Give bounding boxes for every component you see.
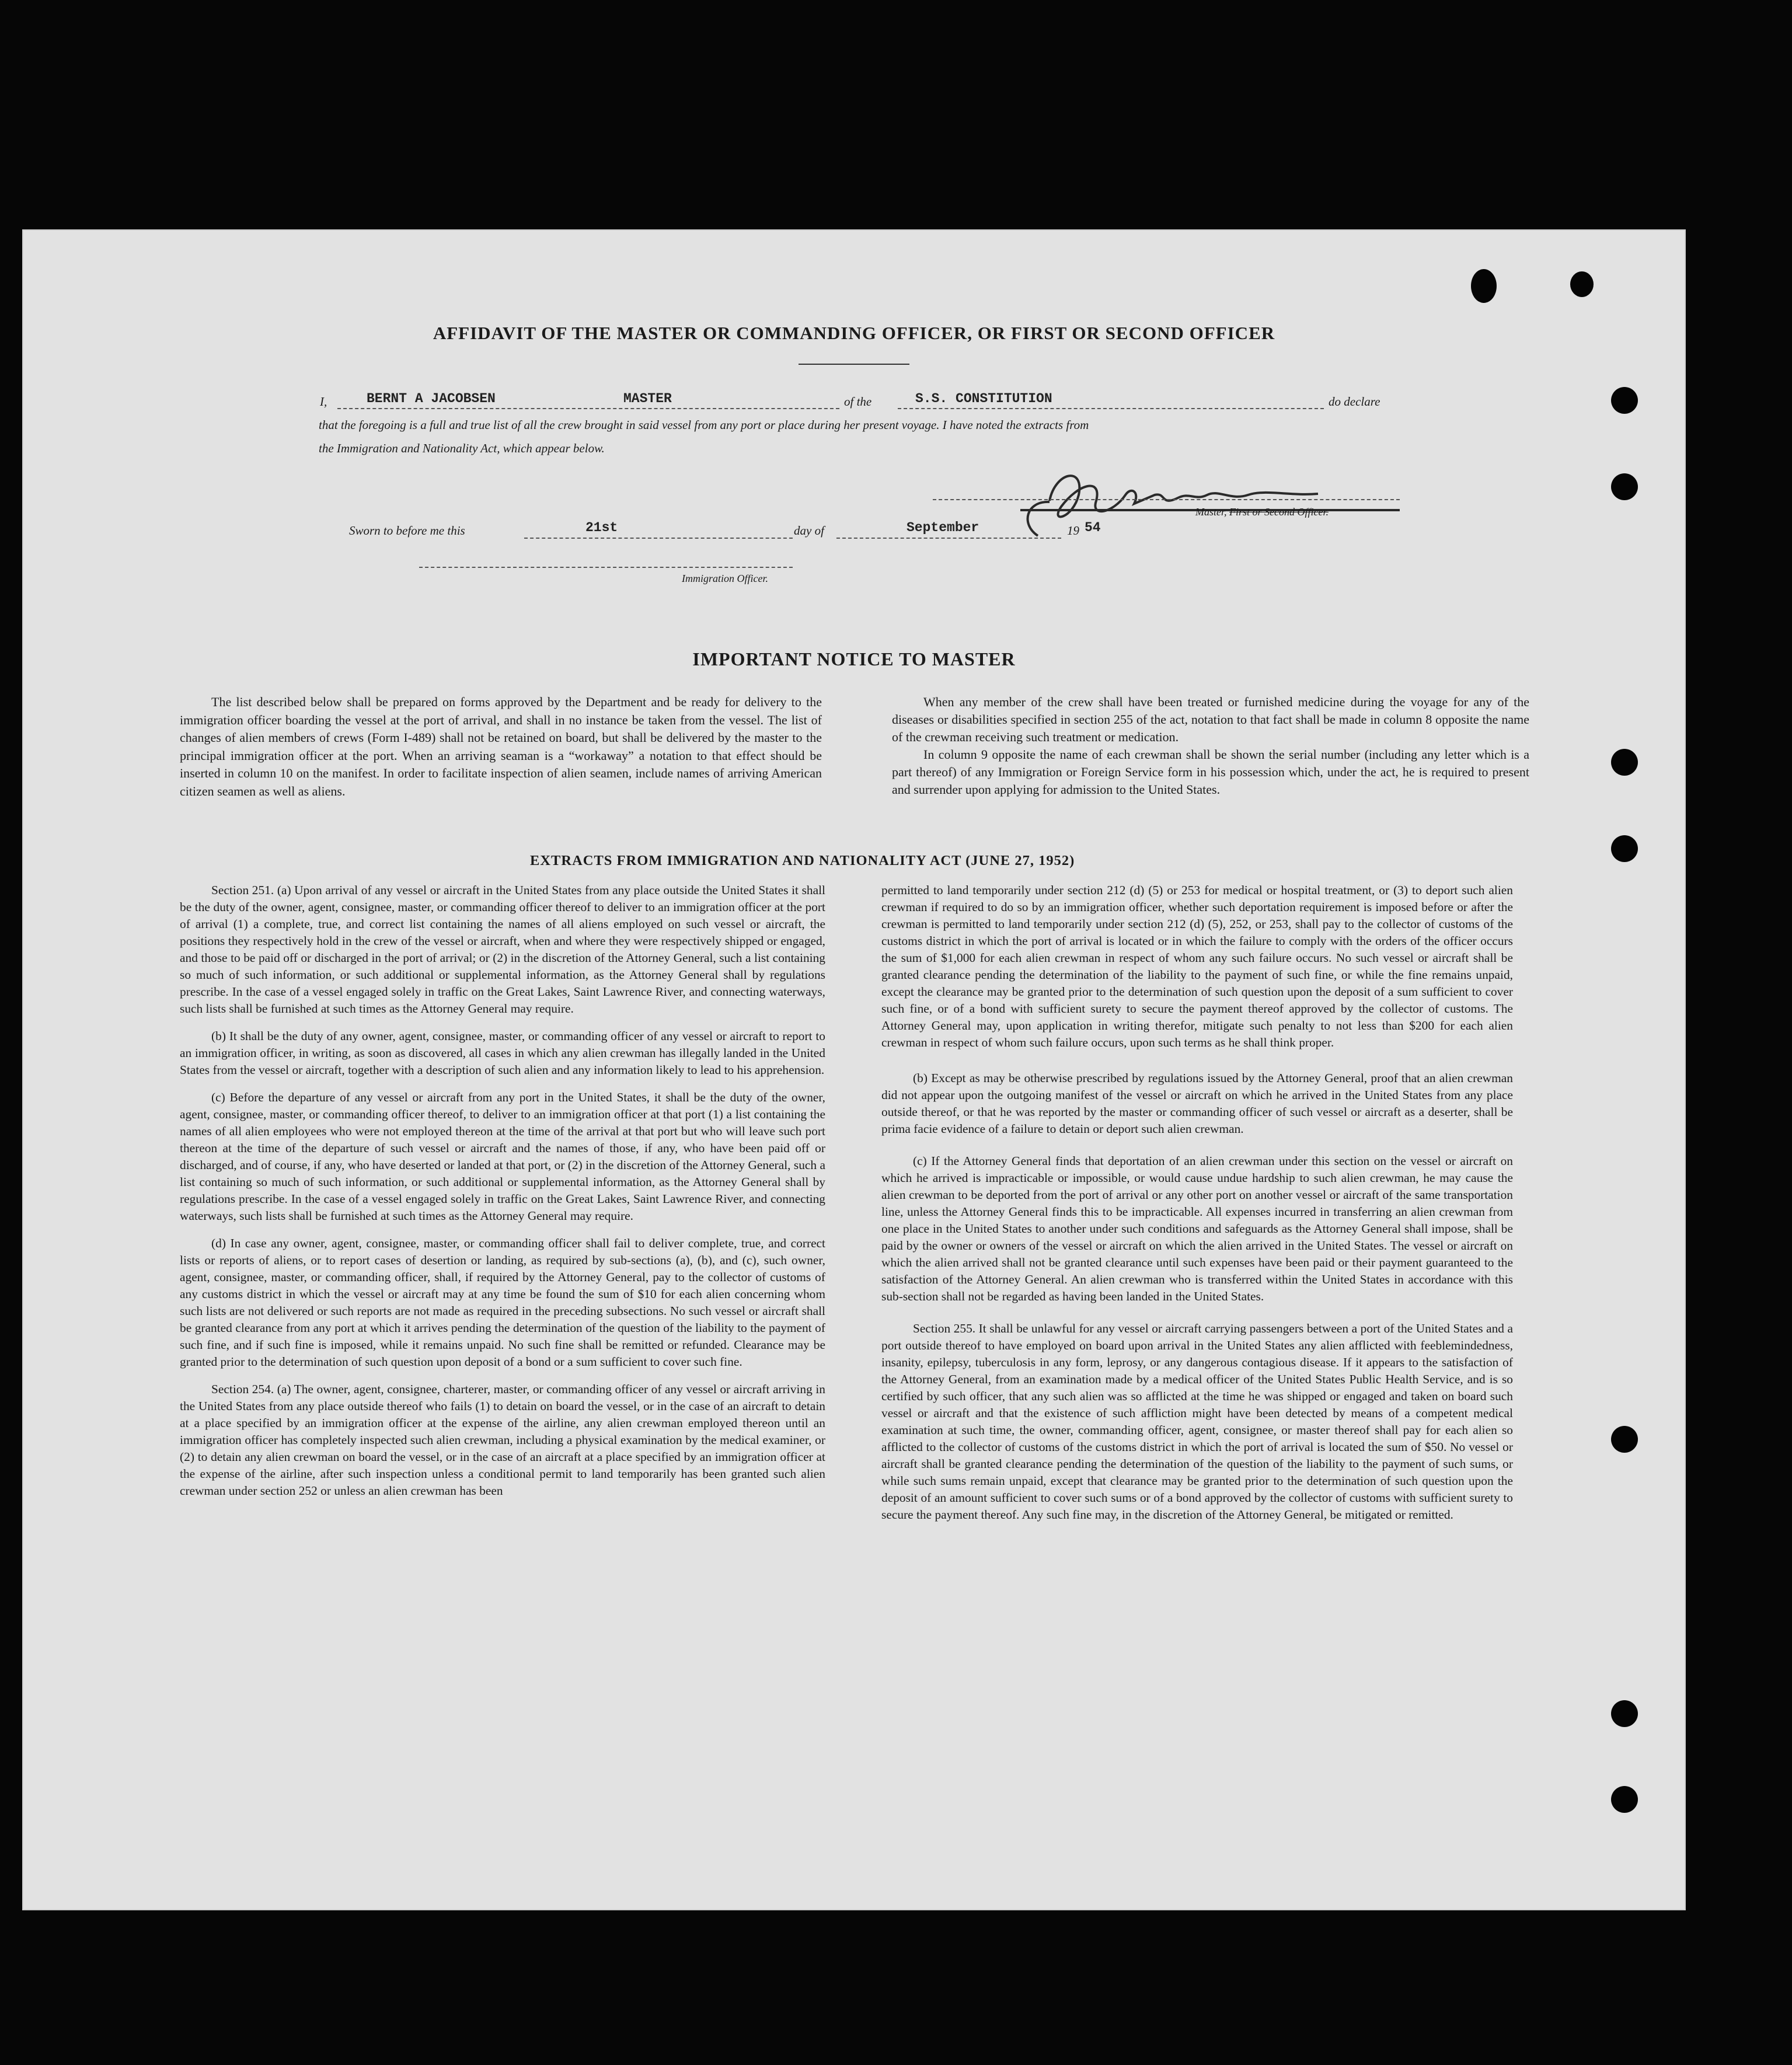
declare-label: do declare: [1329, 395, 1380, 409]
punch-hole: [1611, 1786, 1638, 1813]
name-field-line: [337, 408, 839, 409]
master-label: [1195, 506, 1329, 518]
sworn-month: September: [907, 520, 979, 535]
master-rank: MASTER: [623, 391, 672, 406]
sworn-prefix: Sworn to before me this: [349, 524, 465, 538]
notice-paragraph: When any member of the crew shall have been treated or furnished medicine during the voyage for any of the diseases or disabilities specified in section 255 of the act, notation to that fact shall be made in column 8 opposite the name of the crewman receiving such treatment or medication.: [892, 695, 1529, 744]
extracts-left-column: [180, 882, 825, 1499]
of-the-label: of the: [844, 395, 872, 409]
month-field-line: [836, 538, 1061, 539]
master-title: Master,: [1195, 506, 1227, 518]
extract-paragraph: Section 251. (a) Upon arrival of any vessel or aircraft in the United States from any place outside the United States it shall be the duty of the owner, agent, consignee, master, or commanding officer thereof to deliver to an immigration officer at the port of arrival (1) a complete, true, and correct list containing the names of all aliens employed on such vessel or aircraft, the positions they respectively hold in the crew of the vessel or aircraft, when and where they were respectively shipped or engaged, and those to be paid off or discharged in the port of arrival; or (2) in the discretion of the Attorney General, such a list containing so much of such information, or such additional or supplemental information, as the Attorney General shall by regulations prescribe. In the case of a vessel engaged solely in traffic on the Great Lakes, Saint Lawrence River, and connecting waterways, such lists shall be furnished at such times as the Attorney General may require.: [180, 883, 825, 1016]
punch-hole: [1611, 473, 1638, 500]
year-prefix: 19: [1067, 524, 1079, 538]
immigration-officer-line: [419, 567, 793, 568]
extracts-right-column: [881, 882, 1513, 1523]
notice-right-column: [892, 693, 1529, 798]
document-page: [22, 229, 1686, 1910]
extract-paragraph: (d) In case any owner, agent, consignee, master, or commanding officer shall fail to deliver complete, true, and correct lists or reports of aliens, or to report cases of desertion or landing, as required by sub-sections (a), (b), and (c), such owner, agent, consignee, master, or commanding officer, shall, if required by the Attorney General, pay to the collector of customs of any customs district in which the vessel or aircraft may at any time be found the sum of $10 for each alien concerning whom such lists are not delivered or such reports are not made as required in the preceding subsections. No such vessel or aircraft shall be granted clearance from any port at which it arrives pending the determination of the question of the liability to the payment of such fine, and if such fine is imposed, while it remains unpaid. No such fine shall be remitted or refunded. Clearance may be granted prior to the determination of such question upon deposit of a bond or a sum sufficient to cover such fine.: [180, 1236, 825, 1369]
day-field-line: [524, 538, 793, 539]
punch-hole: [1611, 749, 1638, 776]
notice-paragraph: The list described below shall be prepared on forms approved by the Department and be ready for delivery to the immigration officer boarding the vessel at the port of arrival, and shall in no instance be taken from the vessel. The list of changes of alien members of crews (Form I-489) shall not be retained on board, but shall be delivered by the master to the principal immigration officer at the port. When an arriving seaman is a “workaway” a notation to that effect should be inserted in column 10 on the manifest. In order to facilitate inspection of alien seamen, include names of arriving American citizen seamen as well as aliens.: [180, 695, 822, 798]
extract-paragraph: (c) Before the departure of any vessel or aircraft from any port in the United States, it shall be the duty of the owner, agent, consignee, master, or commanding officer thereof, to deliver to an immigration officer at that port (1) a list containing the names of all alien employees who were not employed thereon at the time of the arrival at that port but who will leave such port thereon at the time of the departure of such vessel or aircraft and the names of those, if any, who have been paid off or discharged, and of course, if any, who have deserted or landed at that port, or (2) in the discretion of the Attorney General, such a list containing so much of such information, or such additional or supplemental information, as the Attorney General shall by regulations prescribe. In the case of a vessel engaged solely in traffic on the Great Lakes, Saint Lawrence River, and connecting waterways, such lists shall be furnished at such times as the Attorney General may require.: [180, 1090, 825, 1223]
punch-hole: [1471, 269, 1497, 303]
notice-paragraph: In column 9 opposite the name of each crewman shall be shown the serial number (including any letter which is a part thereof) of any Immigration or Foreign Service form in his possession which, under the act, he is required to present and surrender upon applying for admission to the United States.: [892, 747, 1529, 797]
punch-hole: [1570, 271, 1594, 297]
title-underline: [799, 364, 909, 365]
master-name: BERNT A JACOBSEN: [367, 391, 496, 406]
vessel-field-line: [898, 408, 1324, 409]
extract-paragraph: (b) Except as may be otherwise prescribed by regulations issued by the Attorney General, proof that an alien crewman did not appear upon the outgoing manifest of the vessel or aircraft on which he arrived in the United States from any place outside thereof, or that he was reported by the master or commanding officer of such vessel or aircraft as a deserter, shall be prima facie evidence of a failure to detain or deport such alien crewman.: [881, 1071, 1513, 1136]
extract-paragraph: (b) It shall be the duty of any owner, agent, consignee, master, or commanding officer of any vessel or aircraft to report to an immigration officer, in writing, as soon as discovered, all cases in which any alien crewman has illegally landed in the United States from the vessel or aircraft, together with a description of such alien and any information likely to lead to his apprehension.: [180, 1029, 825, 1077]
sworn-day: 21st: [585, 520, 618, 535]
punch-hole: [1611, 1700, 1638, 1727]
declaration-text: that the foregoing is a full and true list of all the crew brought in said vessel from any port or place during her present voyage. I have noted the extracts from: [319, 418, 1089, 432]
declaration-text-cont: the Immigration and Nationality Act, which appear below.: [319, 441, 605, 455]
day-of-label: day of: [794, 524, 824, 538]
signature-line: [933, 499, 1400, 500]
year-suffix: 54: [1085, 520, 1101, 535]
extract-paragraph: Section 255. It shall be unlawful for any vessel or aircraft carrying passengers between a port of the United States and a port outside thereof to have employed on board upon arrival in the United States any alien afflicted with feeblemindedness, insanity, epilepsy, tuberculosis in any form, leprosy, or any dangerous contagious disease. If it appears to the satisfaction of the Attorney General, from an examination made by a medical officer of the United States Public Health Service, and is so certified by such officer, that any such alien was so afflicted at the time he was shipped or engaged and taken on board such vessel or aircraft and that the existence of such affliction might have been detected by means of a competent medical examination at such time, the owner, commanding officer, agent, consignee, or master thereof shall pay for each alien so afflicted to the collector of customs of the customs district in which the port of arrival is located the sum of $50. No vessel or aircraft shall be granted clearance pending the determination of the question of the liability to the payment of such sums, or while such sums remain unpaid, except that clearance may be granted prior to the determination of such question upon the deposit of an amount sufficient to cover such sums or of a bond approved by the collector of customs with sufficient surety to secure the payment thereof. Any such fine may, in the discretion of the Attorney General, be mitigated or remitted.: [881, 1321, 1513, 1522]
immigration-officer-label: Immigration Officer.: [682, 573, 768, 584]
vessel-name: S.S. CONSTITUTION: [915, 391, 1052, 406]
punch-hole: [1611, 1426, 1638, 1453]
punch-hole: [1611, 387, 1638, 414]
declaration-prefix: I,: [320, 395, 327, 409]
struck-officer-title: First or Second Officer.: [1229, 506, 1329, 518]
extract-paragraph: permitted to land temporarily under section 212 (d) (5) or 253 for medical or hospital treatment, or (3) to deport such alien crewman if required to do so by an immigration officer, whether such deportation requirement is imposed before or after the crewman is permitted to land temporarily under section 212 (d) (5), 252, or 253, shall pay to the collector of customs of the customs district in which the port of arrival is located or in which the failure to comply with the orders of the officer occurs the sum of $1,000 for each alien crewman in respect of whom any such failure occurs. No such vessel or aircraft shall be granted clearance pending the determination of the liability to the payment of such fine, or while the fine remains unpaid, except the clearance may be granted prior to the determination of such question upon the deposit of a sum sufficient to cover such fine, or of a bond with sufficient surety to secure the payment thereof approved by the collector of customs. The Attorney General may, upon application in writing therefor, mitigate such penalty to not less than $200 for each alien crewman in respect of whom such failure occurs, upon such terms as he shall think proper.: [881, 883, 1513, 1049]
extracts-title: EXTRACTS FROM IMMIGRATION AND NATIONALITY ACT (JUNE 27, 1952): [530, 853, 1075, 868]
notice-title: IMPORTANT NOTICE TO MASTER: [692, 648, 1016, 669]
extract-paragraph: (c) If the Attorney General finds that deportation of an alien crewman under this section on the vessel or aircraft on which he arrived is impracticable or impossible, or would cause undue hardship to such alien crewman, he may cause the alien crewman to be deported from the port of arrival or any other port on another vessel or aircraft of the same transportation line, unless the Attorney General finds this to be impracticable. All expenses incurred in transferring an alien crewman from one place in the United States to another under such conditions and safeguards as the Attorney General shall impose, shall be paid by the owner or owners of the vessel or aircraft on which the alien arrived in the United States. The vessel or aircraft on which the alien arrived shall not be granted clearance until such expenses have been paid or their payment guaranteed to the satisfaction of the Attorney General. An alien crewman who is transferred within the United States in accordance with this sub-section shall not be regarded as having been landed in the United States.: [881, 1154, 1513, 1303]
master-signature: [1014, 460, 1458, 542]
affidavit-title: AFFIDAVIT OF THE MASTER OR COMMANDING OFFICER, OR FIRST OR SECOND OFFICER: [433, 323, 1275, 343]
punch-hole: [1611, 835, 1638, 862]
notice-left-column: [180, 693, 822, 800]
extract-paragraph: Section 254. (a) The owner, agent, consignee, charterer, master, or commanding officer of any vessel or aircraft arriving in the United States from any place outside thereof who fails (1) to detain on board the vessel, or in the case of an aircraft to detain at a place specified by an immigration officer at the expense of the airline, any alien crewman employed thereon until an immigration officer has completely inspected such alien crewman, including a physical examination by the medical examiner, or (2) to detain any alien crewman on board the vessel, or in the case of an aircraft at a place specified by an immigration officer at the expense of the airline, after such inspection unless a conditional permit to land temporarily has been granted such alien crewman under section 252 or unless an alien crewman has been: [180, 1382, 825, 1498]
